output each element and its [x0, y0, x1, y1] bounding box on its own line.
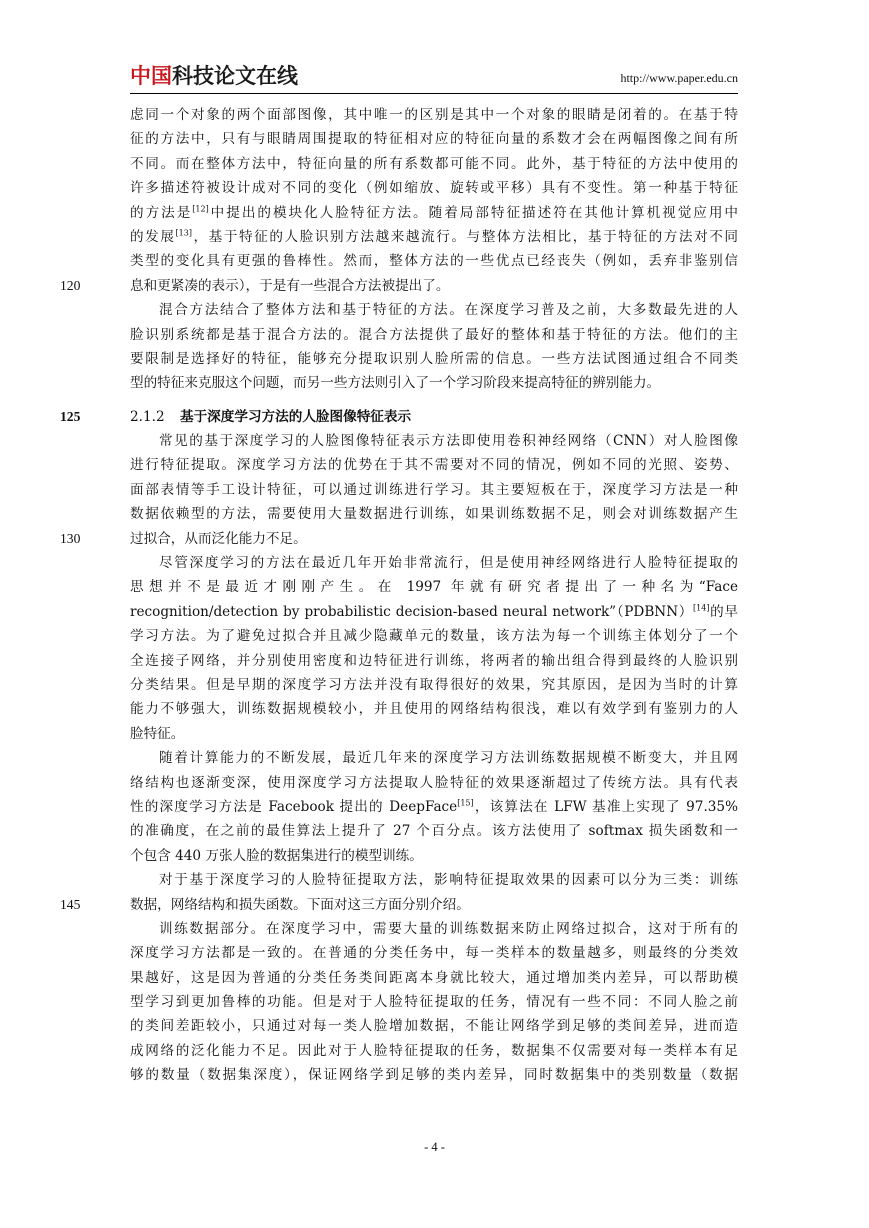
text-line [130, 502, 738, 526]
text-segment: 思想并不是最近才刚刚产生。在 1997 年就有研究者提出了一种名为“Face [130, 579, 738, 596]
logo-dark-text: 科技论文在线 [172, 64, 298, 88]
text-segment: 进行特征提取。深度学习方法的优势在于其不需要对不同的情况，例如不同的光照、姿势、 [130, 457, 738, 474]
text-segment: 对于基于深度学习的人脸特征提取方法，影响特征提取效果的因素可以分为三类：训练 [159, 872, 738, 889]
text-line [130, 127, 738, 151]
text-line [130, 152, 738, 176]
text-segment: ，基于特征的人脸识别方法越来越流行。与整体方法相比，基于特征的方法对不同 [191, 228, 738, 245]
text-segment: 不同。而在整体方法中，特征向量的所有系数都可能不同。此外，基于特征的方法中使用的 [130, 155, 738, 172]
header-url[interactable]: http://www.paper.edu.cn [620, 71, 738, 85]
citation-ref[interactable]: [12] [192, 204, 209, 214]
text-segment: 学习方法。为了避免过拟合并且减少隐藏单元的数量，该方法为每一个训练主体划分了一个 [130, 628, 738, 645]
text-line [130, 323, 738, 347]
text-line [130, 722, 738, 746]
text-segment: 随着计算能力的不断发展，最近几年来的深度学习方法训练数据规模不断变大，并且网 [159, 750, 738, 767]
page-number: - 4 - [424, 1140, 445, 1154]
text-line [60, 274, 738, 298]
section-number: 2.1.2 [130, 408, 165, 425]
text-line [130, 429, 738, 453]
line-number: 130 [60, 530, 81, 546]
text-line [130, 176, 738, 200]
text-segment: 脸特征。 [130, 725, 185, 742]
text-line [130, 941, 738, 965]
text-segment: 性的深度学习方法是 Facebook 提出的 DeepFace [130, 798, 458, 815]
text-segment: 要限制是选择好的特征，能够充分提取识别人脸所需的信息。一些方法试图通过组合不同类 [130, 350, 738, 367]
text-segment: 深度学习方法都是一致的。在普通的分类任务中，每一类样本的数量越多，则最终的分类效 [130, 945, 738, 962]
text-segment: 许多描述符被设计成对不同的变化（例如缩放、旋转或平移）具有不变性。第一种基于特征 [130, 180, 738, 197]
line-number: 120 [60, 277, 81, 293]
text-segment: 的发展 [130, 228, 176, 245]
text-line [130, 201, 738, 225]
text-line [130, 103, 738, 127]
text-line [130, 1063, 738, 1087]
text-segment: 型学习到更加鲁棒的功能。但是对于人脸特征提取的任务，情况有一些不同：不同人脸之前 [130, 994, 738, 1011]
text-segment: 的早 [709, 603, 738, 620]
text-line [130, 697, 738, 721]
text-line [60, 893, 738, 917]
text-segment: 虑同一个对象的两个面部图像，其中唯一的区别是其中一个对象的眼睛是闭着的。在基于特 [130, 107, 738, 123]
text-segment: 数据依赖型的方法，需要使用大量数据进行训练，如果训练数据不足，则会对训练数据产生 [130, 506, 738, 523]
text-line [130, 649, 738, 673]
text-segment: 数据，网络结构和损失函数。下面对这三方面分别介绍。 [130, 896, 470, 913]
text-line [60, 527, 738, 551]
text-segment: 型的特征来克服这个问题，而另一些方法则引入了一个学习阶段来提高特征的辨别能力。 [130, 375, 661, 392]
text-line [130, 868, 738, 892]
text-segment: 的准确度，在之前的最佳算法上提升了 27 个百分点。该方法使用了 softmax 损失函数和一 [130, 823, 738, 840]
page-header [130, 62, 738, 92]
text-segment: 全连接子网络，并分别使用密度和边特征进行训练，将两者的输出组合得到最终的人脸识别 [130, 652, 738, 669]
text-segment: 的方法是 [130, 204, 193, 221]
text-segment: 过拟合，从而泛化能力不足。 [130, 530, 307, 547]
line-number: 145 [60, 896, 81, 912]
text-line [130, 225, 738, 249]
text-line [130, 990, 738, 1014]
text-line [130, 917, 738, 941]
line-number: 125 [60, 408, 81, 424]
text-segment: 中提出的模块化人脸特征方法。随着局部特征描述符在其他计算机视觉应用中 [208, 204, 738, 221]
text-line [130, 478, 738, 502]
text-line [130, 771, 738, 795]
text-line [130, 795, 738, 819]
text-line [130, 298, 738, 322]
text-line [130, 600, 738, 624]
text-segment: 息和更紧凑的表示），于是有一些混合方法被提出了。 [130, 277, 450, 294]
header-rule [130, 93, 738, 94]
text-line [130, 966, 738, 990]
text-line [130, 844, 738, 868]
text-line [130, 673, 738, 697]
text-line [130, 1039, 738, 1063]
text-line [130, 1014, 738, 1038]
text-segment: 征的方法中，只有与眼睛周围提取的特征相对应的特征向量的系数才会在两幅图像之间有所 [130, 131, 738, 148]
text-segment: 成网络的泛化能力不足。因此对于人脸特征提取的任务，数据集不仅需要对每一类样本有足 [130, 1042, 738, 1059]
logo-red-text: 中国 [130, 64, 172, 88]
text-segment: 混合方法结合了整体方法和基于特征的方法。在深度学习普及之前，大多数最先进的人 [159, 302, 738, 319]
text-segment: 果越好，这是因为普通的分类任务类间距离本身就比较大，通过增加类内差异，可以帮助模 [130, 969, 738, 986]
text-segment: 个包含 440 万张人脸的数据集进行的模型训练。 [130, 847, 423, 864]
text-segment: 类型的变化具有更强的鲁棒性。然而，整体方法的一些优点已经丧失（例如，丢弃非鉴别信 [130, 253, 738, 270]
text-segment: 够的数量（数据集深度），保证网络学到足够的类内差异，同时数据集中的类别数量（数据 [130, 1067, 738, 1084]
text-segment: 脸识别系统都是基于混合方法的。混合方法提供了最好的整体和基于特征的方法。他们的主 [130, 326, 738, 343]
citation-ref[interactable]: [14] [693, 603, 710, 613]
text-line [130, 551, 738, 575]
text-line [130, 746, 738, 770]
text-segment: 训练数据部分。在深度学习中，需要大量的训练数据来防止网络过拟合，这对于所有的 [159, 920, 738, 937]
journal-logo [130, 62, 298, 90]
section-title: 基于深度学习方法的人脸图像特征表示 [180, 408, 412, 425]
text-segment: 的类间差距较小，只通过对每一类人脸增加数据，不能让网络学到足够的类间差异，进而造 [130, 1018, 738, 1035]
text-line [130, 453, 738, 477]
citation-ref[interactable]: [15] [457, 798, 474, 808]
text-segment: 络结构也逐渐变深，使用深度学习方法提取人脸特征的效果逐渐超过了传统方法。具有代表 [130, 774, 738, 791]
text-line [130, 371, 738, 395]
text-segment: 常见的基于深度学习的人脸图像特征表示方法即使用卷积神经网络（CNN）对人脸图像 [159, 433, 738, 450]
text-segment: 尽管深度学习的方法在最近几年开始非常流行，但是使用神经网络进行人脸特征提取的 [159, 555, 738, 572]
paper-body [60, 103, 738, 1088]
citation-ref[interactable]: [13] [175, 228, 192, 238]
text-segment: ，该算法在 LFW 基准上实现了 97.35% [473, 798, 738, 815]
text-segment: 能力不够强大，训练数据规模较小，并且使用的网络结构很浅，难以有效学到有鉴别力的人 [130, 701, 738, 718]
text-line [130, 819, 738, 843]
text-segment: 分类结果。但是早期的深度学习方法并没有取得很好的效果，究其原因，是因为当时的计算 [130, 676, 738, 693]
section-heading [60, 405, 738, 429]
text-line [130, 249, 738, 273]
text-line [130, 624, 738, 648]
text-segment: recognition/detection by probabilistic decision-based neural network”（PDBNN） [130, 603, 694, 620]
text-segment: 面部表情等手工设计特征，可以通过训练进行学习。其主要短板在于，深度学习方法是一种 [130, 481, 738, 498]
text-line [130, 347, 738, 371]
text-line [130, 575, 738, 599]
